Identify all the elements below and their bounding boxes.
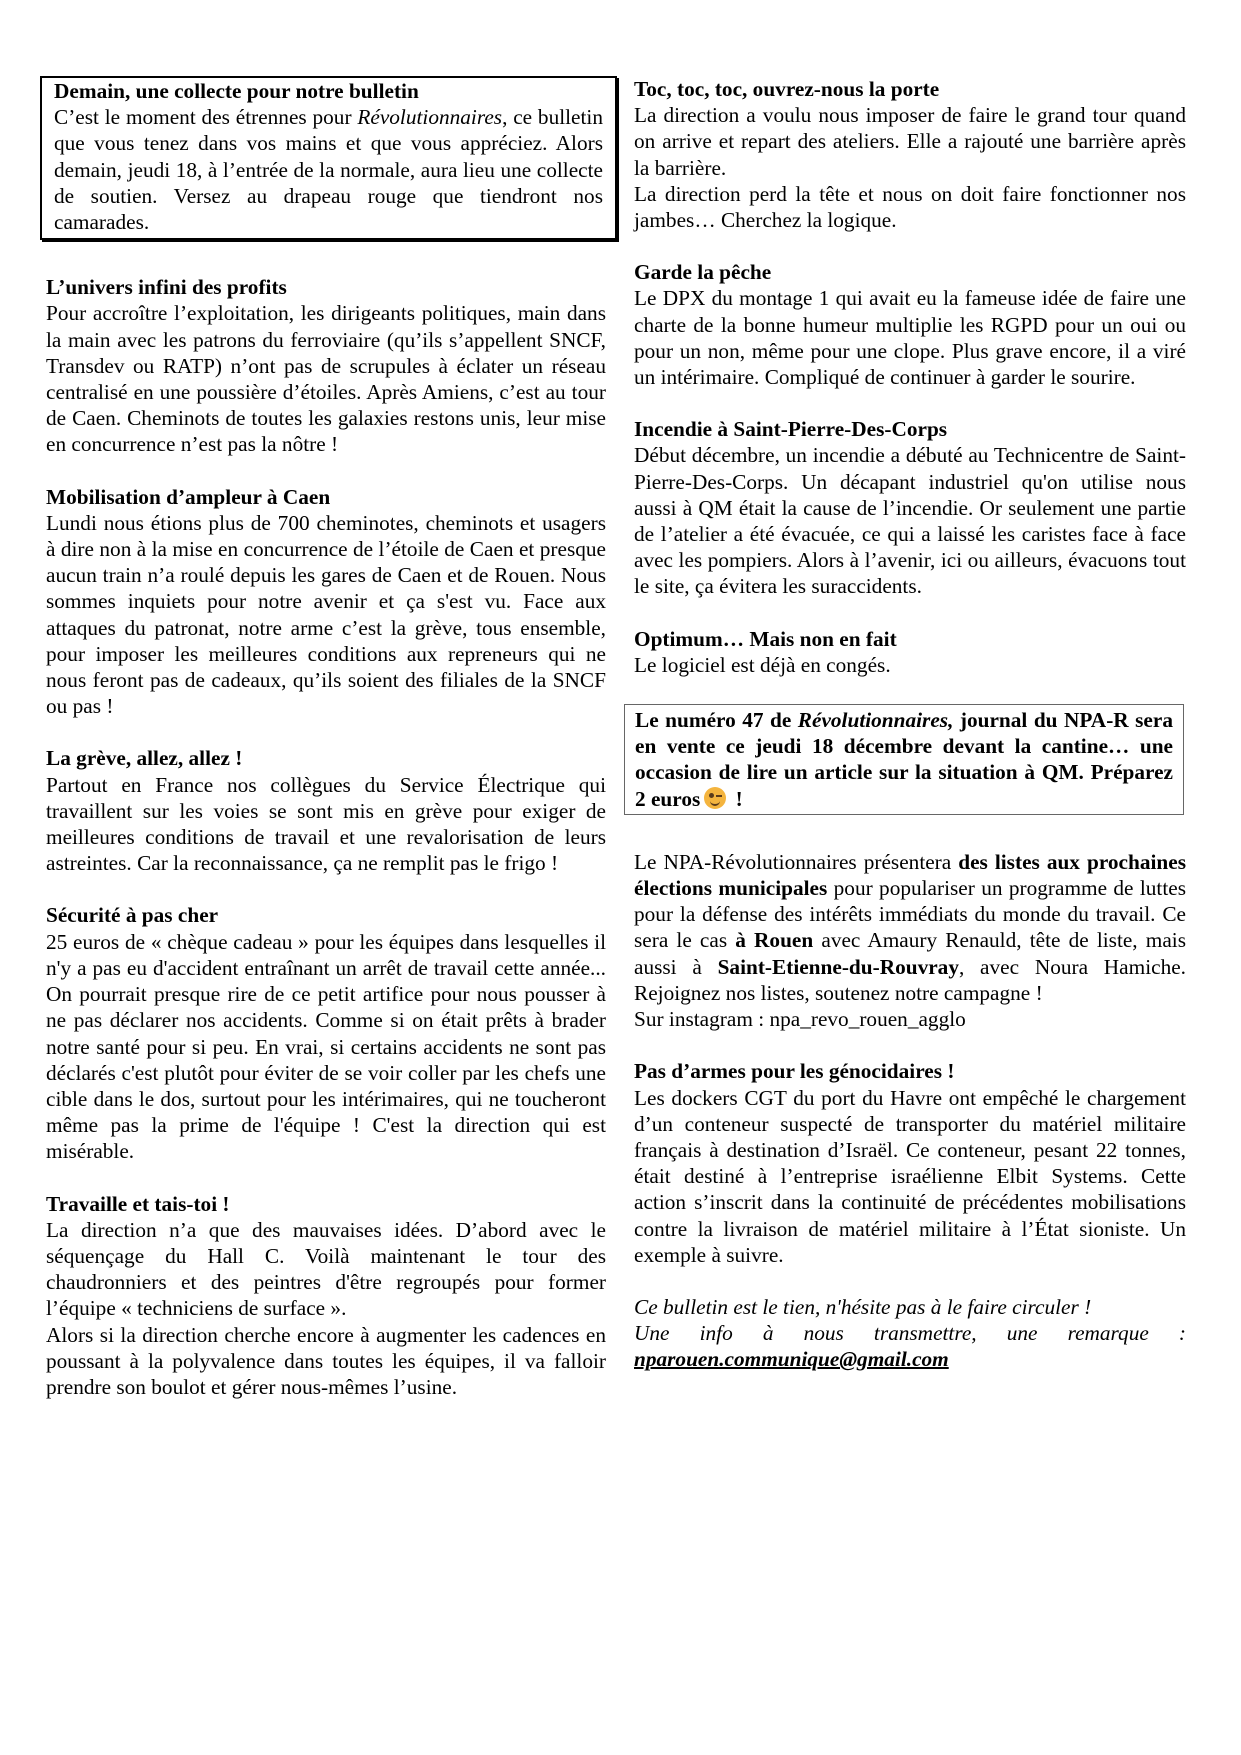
collecte-text-part: C’est le moment des étrennes pour	[54, 105, 358, 130]
collecte-title: Demain, une collecte pour notre bulletin	[54, 79, 419, 103]
collecte-box	[40, 76, 617, 240]
elections-emphasis: des listes aux prochaines élections municipales	[634, 849, 1186, 901]
article-title: Mobilisation d’ampleur à Caen	[46, 484, 331, 509]
journal-text-part: journal du NPA-R sera en vente ce jeudi 18 décembre devant la cantine… une occasion de lire un article sur la situation à QM. Préparez 2 euros	[635, 708, 1173, 811]
article-paragraph: 25 euros de « chèque cadeau » pour les équipes dans lesquelles il n'y a pas eu d'accident entraînant un arrêt de travail cette année... On pourrait presque rire de ce petit artifice pour nous pousser à ne pas déclarer nos accidents. Comme si on était prêts à brader notre santé pour si peu. En vrai, si certains accidents ne sont pas déclarés c'est plutôt pour éviter de se voir coller par les chefs une cible dans le dos, surtout pour les intérimaires, qui ne toucheront même pas la prime de l'équipe ! C'est la direction qui est misérable.	[46, 929, 606, 1164]
winking-face-icon	[704, 787, 726, 809]
collecte-text-part: , ce bulletin que vous tenez dans vos mains et que vous appréciez. Alors demain, jeudi 18, à l’entrée de la normale, aura lieu une collecte de soutien. Versez au drapeau rouge que tiendront nos camarades.	[54, 105, 603, 235]
elections-text-part: pour populariser un programme de luttes pour la défense des intérêts immédiats du monde du travail. Ce sera le cas	[634, 876, 1186, 953]
footer-line: Ce bulletin est le tien, n'hésite pas à le faire circuler !	[634, 1294, 1092, 1319]
article-title: Incendie à Saint-Pierre-Des-Corps	[634, 417, 948, 442]
footer-line: Une info à nous transmettre, une remarque :	[634, 1321, 1186, 1346]
journal-text-end: !	[730, 786, 743, 811]
journal-text-part: Le numéro 47 de	[635, 708, 798, 733]
article-paragraph: Le logiciel est déjà en congés.	[634, 652, 891, 677]
article-paragraph: Alors si la direction cherche encore à augmenter les cadences en poussant à la polyvalence dans toutes les équipes, il va falloir prendre son boulot et gérer nous-mêmes l’usine.	[46, 1322, 606, 1399]
article-paragraph: La direction n’a que des mauvaises idées. D’abord avec le séquençage du Hall C. Voilà maintenant le tour des chaudronniers et des peintres d'être regroupés pour former l’équipe « techniciens de surface ».	[46, 1217, 606, 1321]
article-optimum	[634, 626, 1186, 678]
article-paragraph: Partout en France nos collègues du Service Électrique qui travaillent sur les voies se sont mis en grève pour exiger de meilleures conditions de travail et une revalorisation de leurs astreintes. Car la reconnaissance, ça ne remplit pas le frigo !	[46, 772, 606, 876]
article-title: Travaille et tais-toi !	[46, 1191, 230, 1216]
bulletin-name: Révolutionnaires	[357, 105, 503, 130]
collecte-text	[54, 104, 603, 235]
article-travaille	[46, 1191, 606, 1401]
elections-text	[634, 849, 1186, 1006]
article-title: Optimum… Mais non en fait	[634, 626, 897, 651]
journal-box	[624, 704, 1184, 815]
article-securite	[46, 902, 606, 1164]
footer-email-line	[634, 1346, 1186, 1372]
journal-name: Révolutionnaires,	[797, 708, 954, 733]
elections-text-part: , avec Noura Hamiche. Rejoignez nos listes, soutenez notre campagne !	[634, 954, 1186, 1005]
right-column	[634, 76, 1186, 1373]
instagram-line: Sur instagram : npa_revo_rouen_agglo	[634, 1007, 966, 1032]
elections-announcement	[634, 849, 1186, 1032]
article-mobilisation	[46, 484, 606, 720]
article-armes	[634, 1058, 1186, 1268]
article-paragraph: La direction a voulu nous imposer de faire le grand tour quand on arrive et repart des ateliers. Elle a rajouté une barrière après la barrière.	[634, 103, 1186, 180]
article-title: La grève, allez, allez !	[46, 746, 243, 771]
article-paragraph: Le DPX du montage 1 qui avait eu la fameuse idée de faire une charte de la bonne humeur multiplie les RGPD pour un oui ou pour un non, même pour une clope. Plus grave encore, il a viré un intérimaire. Compliqué de continuer à garder le sourire.	[634, 286, 1186, 390]
article-incendie	[634, 416, 1186, 599]
contact-email-link[interactable]: nparouen.communique@gmail.com	[634, 1347, 949, 1372]
footer	[634, 1294, 1186, 1373]
article-paragraph: Lundi nous étions plus de 700 cheminotes, cheminots et usagers à dire non à la mise en concurrence de l’étoile de Caen et presque aucun train n’a roulé depuis les gares de Caen et de Rouen. Nous sommes inquiets pour notre avenir et ça s'est vu. Face aux attaques du patronat, notre arme c’est la grève, tous ensemble, pour imposer les meilleures conditions aux repreneurs qui ne nous feront pas de cadeaux, qu’ils soient des filiales de la SNCF ou pas !	[46, 510, 606, 719]
article-greve	[46, 745, 606, 876]
article-title: Garde la pêche	[634, 260, 772, 285]
article-peche	[634, 259, 1186, 390]
elections-text-part: avec Amaury Renauld, tête de liste, mais aussi à	[634, 928, 1186, 979]
elections-emphasis: Saint-Etienne-du-Rouvray	[717, 954, 959, 979]
elections-emphasis: à Rouen	[735, 928, 814, 953]
article-paragraph: Début décembre, un incendie a débuté au Technicentre de Saint-Pierre-Des-Corps. Un décapant industriel qu'on utilise nous aussi à QM était la cause de l’incendie. Or seulement une partie de l’atelier a été évacuée, ce qui a laissé les caristes face à face avec les pompiers. Alors à l’avenir, ici ou ailleurs, évacuons tout le site, ça évitera les suraccidents.	[634, 443, 1186, 599]
article-title: L’univers infini des profits	[46, 275, 287, 300]
article-title: Toc, toc, toc, ouvrez-nous la porte	[634, 77, 940, 101]
article-paragraph: Les dockers CGT du port du Havre ont empêché le chargement d’un conteneur suspecté de transporter du matériel militaire français à destination d’Israël. Ce conteneur, pesant 22 tonnes, était destiné à l’entreprise israélienne Elbit Systems. Cette action s’inscrit dans la continuité de précédentes mobilisations contre la livraison de matériel militaire à l’État sioniste. Un exemple à suivre.	[634, 1085, 1186, 1267]
article-paragraph: Pour accroître l’exploitation, les dirigeants politiques, main dans la main avec les patrons du ferroviaire (qu’ils s’appellent SNCF, Transdev ou RATP) n’ont pas de scrupules à éclater un réseau centralisé en une poussière d’étoiles. Après Amiens, c’est au tour de Caen. Cheminots de toutes les galaxies restons unis, leur mise en concurrence n’est pas la nôtre !	[46, 301, 606, 457]
article-title: Pas d’armes pour les génocidaires !	[634, 1059, 955, 1084]
article-toc	[634, 76, 1186, 233]
article-univers	[46, 274, 606, 457]
article-paragraph: La direction perd la tête et nous on doit faire fonctionner nos jambes… Cherchez la logique.	[634, 181, 1186, 233]
elections-text-part: Le NPA-Révolutionnaires présentera	[634, 849, 959, 874]
left-column	[46, 76, 606, 1426]
article-title: Sécurité à pas cher	[46, 903, 219, 928]
